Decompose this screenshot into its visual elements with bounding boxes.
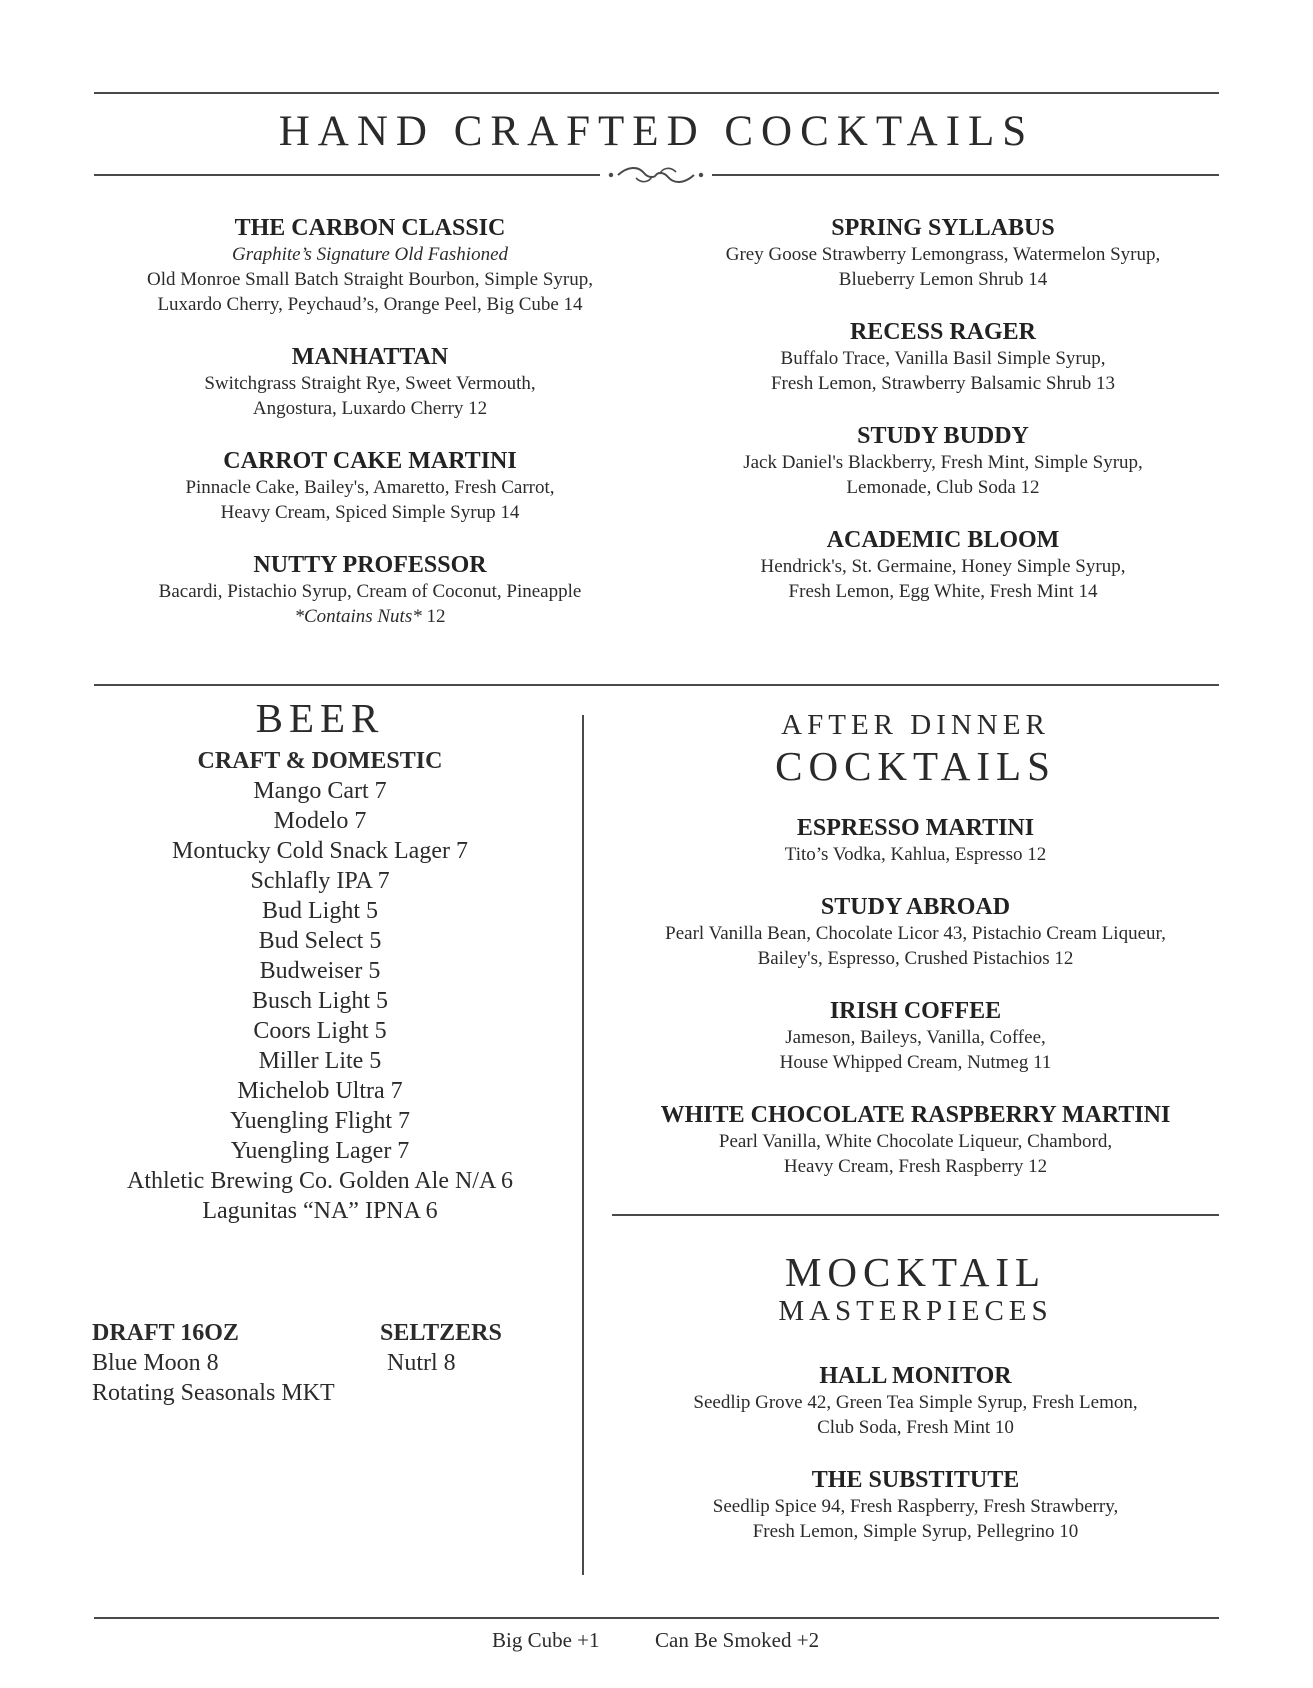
cocktail-item xyxy=(667,214,1219,292)
mocktail-name: THE SUBSTITUTE xyxy=(811,1467,1020,1493)
after-dinner-desc: Jameson, Baileys, Vanilla, Coffee, xyxy=(785,1027,1046,1048)
cocktail-name: MANHATTAN xyxy=(291,344,449,370)
cocktail-name: STUDY BUDDY xyxy=(857,423,1029,449)
cocktail-item xyxy=(667,526,1219,604)
footer-big-cube: Big Cube +1 xyxy=(492,1628,600,1652)
cocktail-desc: Fresh Lemon, Strawberry Balsamic Shrub 13 xyxy=(770,373,1116,394)
mocktail-item xyxy=(612,1362,1219,1440)
cocktail-desc: Angostura, Luxardo Cherry 12 xyxy=(252,398,488,419)
beer-item: Modelo 7 xyxy=(273,808,367,834)
beer-item: Montucky Cold Snack Lager 7 xyxy=(172,838,468,864)
cocktail-desc: Luxardo Cherry, Peychaud’s, Orange Peel, Big Cube 14 xyxy=(157,294,583,315)
beer-item: Busch Light 5 xyxy=(252,988,388,1014)
cocktail-name: NUTTY PROFESSOR xyxy=(253,552,487,578)
cocktail-desc: Old Monroe Small Batch Straight Bourbon, Simple Syrup, xyxy=(147,269,593,290)
cocktail-note: *Contains Nuts* xyxy=(294,606,422,627)
beer-subtitle: CRAFT & DOMESTIC xyxy=(197,748,443,774)
cocktail-desc: Grey Goose Strawberry Lemongrass, Watermelon Syrup, xyxy=(725,244,1161,265)
after-dinner-desc: Pearl Vanilla Bean, Chocolate Licor 43, Pistachio Cream Liqueur, xyxy=(665,923,1166,944)
vertical-divider xyxy=(582,715,584,1575)
bottom-rule xyxy=(94,1617,1219,1619)
cocktail-price: 12 xyxy=(426,606,446,627)
after-dinner-desc: House Whipped Cream, Nutmeg 11 xyxy=(779,1052,1052,1073)
after-dinner-item xyxy=(612,1101,1219,1179)
cocktail-item xyxy=(94,343,646,421)
after-dinner-title-line2: COCKTAILS xyxy=(775,743,1056,789)
cocktail-desc: Hendrick's, St. Germaine, Honey Simple Syrup, xyxy=(760,556,1126,577)
beer-item: Bud Light 5 xyxy=(261,898,378,924)
after-dinner-name: STUDY ABROAD xyxy=(820,894,1011,920)
beer-item: Schlafly IPA 7 xyxy=(250,868,390,894)
seltzers-section xyxy=(380,1318,560,1378)
cocktail-item xyxy=(667,318,1219,396)
ornament-flourish-icon xyxy=(606,164,706,186)
after-dinner-desc: Bailey's, Espresso, Crushed Pistachios 12 xyxy=(757,948,1074,969)
cocktail-item xyxy=(94,214,646,317)
beer-item: Athletic Brewing Co. Golden Ale N/A 6 xyxy=(127,1168,513,1194)
cocktails-left-column xyxy=(94,214,646,655)
after-dinner-desc: Heavy Cream, Fresh Raspberry 12 xyxy=(783,1156,1048,1177)
after-dinner-name: ESPRESSO MARTINI xyxy=(796,815,1035,841)
cocktail-desc: Jack Daniel's Blackberry, Fresh Mint, Simple Syrup, xyxy=(743,452,1143,473)
cocktail-desc: Lemonade, Club Soda 12 xyxy=(846,477,1040,498)
cocktail-desc: Bacardi, Pistachio Syrup, Cream of Coconut, Pineapple xyxy=(158,581,582,602)
mocktail-item xyxy=(612,1466,1219,1544)
cocktail-name: CARROT CAKE MARTINI xyxy=(223,448,517,474)
beer-item: Lagunitas “NA” IPNA 6 xyxy=(202,1198,438,1224)
page-title: HAND CRAFTED COCKTAILS xyxy=(278,108,1035,155)
mocktail-section xyxy=(612,1250,1219,1570)
draft-item: Rotating Seasonals MKT xyxy=(92,1380,335,1406)
top-rule xyxy=(94,92,1219,94)
after-dinner-name: IRISH COFFEE xyxy=(829,998,1002,1024)
seltzers-title: SELTZERS xyxy=(380,1320,502,1346)
after-dinner-name: WHITE CHOCOLATE RASPBERRY MARTINI xyxy=(660,1102,1171,1128)
beer-item: Michelob Ultra 7 xyxy=(237,1078,403,1104)
mid-rule xyxy=(94,684,1219,686)
draft-item: Blue Moon 8 xyxy=(92,1350,219,1376)
mocktail-desc: Club Soda, Fresh Mint 10 xyxy=(817,1417,1014,1438)
beer-section xyxy=(94,694,546,1226)
cocktail-item xyxy=(667,422,1219,500)
draft-section xyxy=(92,1318,362,1408)
beer-item: Bud Select 5 xyxy=(258,928,382,954)
mocktail-desc: Seedlip Grove 42, Green Tea Simple Syrup, Fresh Lemon, xyxy=(693,1392,1138,1413)
seltzer-item: Nutrl 8 xyxy=(387,1350,456,1376)
cocktail-item xyxy=(94,551,646,629)
mocktail-name: HALL MONITOR xyxy=(819,1363,1012,1389)
cocktail-subtitle: Graphite’s Signature Old Fashioned xyxy=(231,244,509,265)
beer-item: Yuengling Lager 7 xyxy=(230,1138,410,1164)
cocktail-name: THE CARBON CLASSIC xyxy=(234,215,506,241)
after-dinner-item xyxy=(612,893,1219,971)
cocktail-desc: Buffalo Trace, Vanilla Basil Simple Syrup, xyxy=(780,348,1106,369)
mocktail-desc: Seedlip Spice 94, Fresh Raspberry, Fresh Strawberry, xyxy=(712,1496,1119,1517)
after-dinner-section xyxy=(612,708,1219,1205)
cocktail-desc: Pinnacle Cake, Bailey's, Amaretto, Fresh Carrot, xyxy=(185,477,555,498)
beer-item: Budweiser 5 xyxy=(259,958,381,984)
cocktail-note-line xyxy=(94,604,646,629)
after-dinner-desc: Tito’s Vodka, Kahlua, Espresso 12 xyxy=(784,844,1047,865)
beer-item: Yuengling Flight 7 xyxy=(229,1108,410,1134)
mocktail-title-line1: MOCKTAIL xyxy=(784,1249,1047,1295)
cocktail-desc: Fresh Lemon, Egg White, Fresh Mint 14 xyxy=(788,581,1098,602)
cocktail-item xyxy=(94,447,646,525)
footer-smoked: Can Be Smoked +2 xyxy=(655,1628,820,1652)
beer-item: Mango Cart 7 xyxy=(253,778,387,804)
after-dinner-item xyxy=(612,814,1219,867)
beer-item: Coors Light 5 xyxy=(253,1018,387,1044)
cocktail-desc: Heavy Cream, Spiced Simple Syrup 14 xyxy=(220,502,520,523)
cocktails-right-column xyxy=(667,214,1219,630)
after-dinner-title-line1: AFTER DINNER xyxy=(781,709,1050,741)
beer-title: BEER xyxy=(255,695,385,741)
cocktail-desc: Blueberry Lemon Shrub 14 xyxy=(838,269,1048,290)
draft-title: DRAFT 16OZ xyxy=(92,1320,239,1346)
mocktail-title-line2: MASTERPIECES xyxy=(778,1295,1053,1327)
after-dinner-desc: Pearl Vanilla, White Chocolate Liqueur, Chambord, xyxy=(718,1131,1113,1152)
cocktail-name: ACADEMIC BLOOM xyxy=(826,527,1060,553)
cocktail-name: RECESS RAGER xyxy=(849,319,1037,345)
mocktail-rule xyxy=(612,1214,1219,1216)
after-dinner-item xyxy=(612,997,1219,1075)
beer-item: Miller Lite 5 xyxy=(258,1048,382,1074)
title-rule-left xyxy=(94,174,600,176)
mocktail-desc: Fresh Lemon, Simple Syrup, Pellegrino 10 xyxy=(752,1521,1079,1542)
title-rule-right xyxy=(712,174,1219,176)
cocktail-name: SPRING SYLLABUS xyxy=(831,215,1055,241)
cocktail-desc: Switchgrass Straight Rye, Sweet Vermouth, xyxy=(204,373,536,394)
